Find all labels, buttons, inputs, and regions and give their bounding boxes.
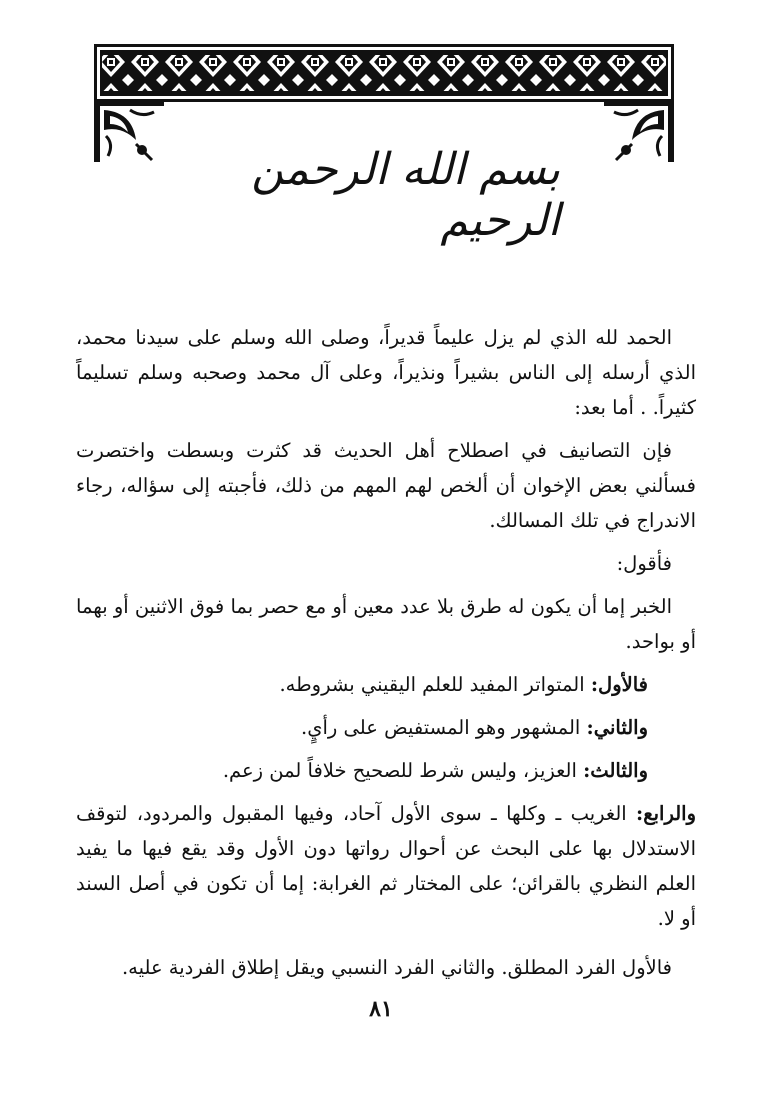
corner-ornament-left [92,100,164,164]
term-fourth-text: الغريب ـ وكلها ـ سوى الأول آحاد، وفيها المقبول والمردود، لتوقف الاستدلال بها على البحث عن أحوال رواتها دون الأول وقد يقع فيها ما يفيد العلم النظري بالقرائن؛ على المختار ثم الغرابة: إما أن تكون في أصل السند أو لا. [76,802,696,930]
page-number: ٨١ [369,996,393,1022]
term-second-text: المشهور وهو المستفيض على رأيٍ. [301,716,587,739]
paragraph-first-mutawatir [76,667,648,702]
term-third-text: العزيز، وليس شرط للصحيح خلافاً لمن زعم. [222,759,584,782]
paragraph-third-aziz [76,753,648,788]
paragraph-fa-aqul: فأقول: [616,552,672,575]
term-first-text: المتواتر المفيد للعلم اليقيني بشروطه. [279,673,591,696]
paragraph-fard-types: فالأول الفرد المطلق. والثاني الفرد النسبي ويقل إطلاق الفردية عليه. [121,956,672,979]
basmala-calligraphy: بسم الله الرحمن الرحيم [251,144,560,246]
paragraph-fourth-gharib [76,796,696,936]
page-body [76,320,696,985]
corner-ornament-right [604,100,676,164]
term-second: والثاني: [586,716,648,739]
ornamental-header-banner [94,44,674,102]
term-first: فالأول: [590,673,648,696]
term-third: والثالث: [583,759,648,782]
paragraph-opening: الحمد لله الذي لم يزل عليماً قديراً، وصلى الله وسلم على سيدنا محمد، الذي أرسله إلى الناس بشيراً ونذيراً، وعلى آل محمد وصحبه وسلم تسليماً كثيراً. . أما بعد: [76,326,696,419]
paragraph-second-mashhur [76,710,648,745]
term-fourth: والرابع: [636,802,696,825]
paragraph-purpose: فإن التصانيف في اصطلاح أهل الحديث قد كثرت وبسطت واختصرت فسألني بعض الإخوان أن ألخص لهم المهم من ذلك، فأجبته إلى سؤاله، رجاء الاندراج في تلك المسالك. [76,439,696,532]
paragraph-khabar-division: الخبر إما أن يكون له طرق بلا عدد معين أو مع حصر بما فوق الاثنين أو بهما أو بواحد. [76,595,696,653]
